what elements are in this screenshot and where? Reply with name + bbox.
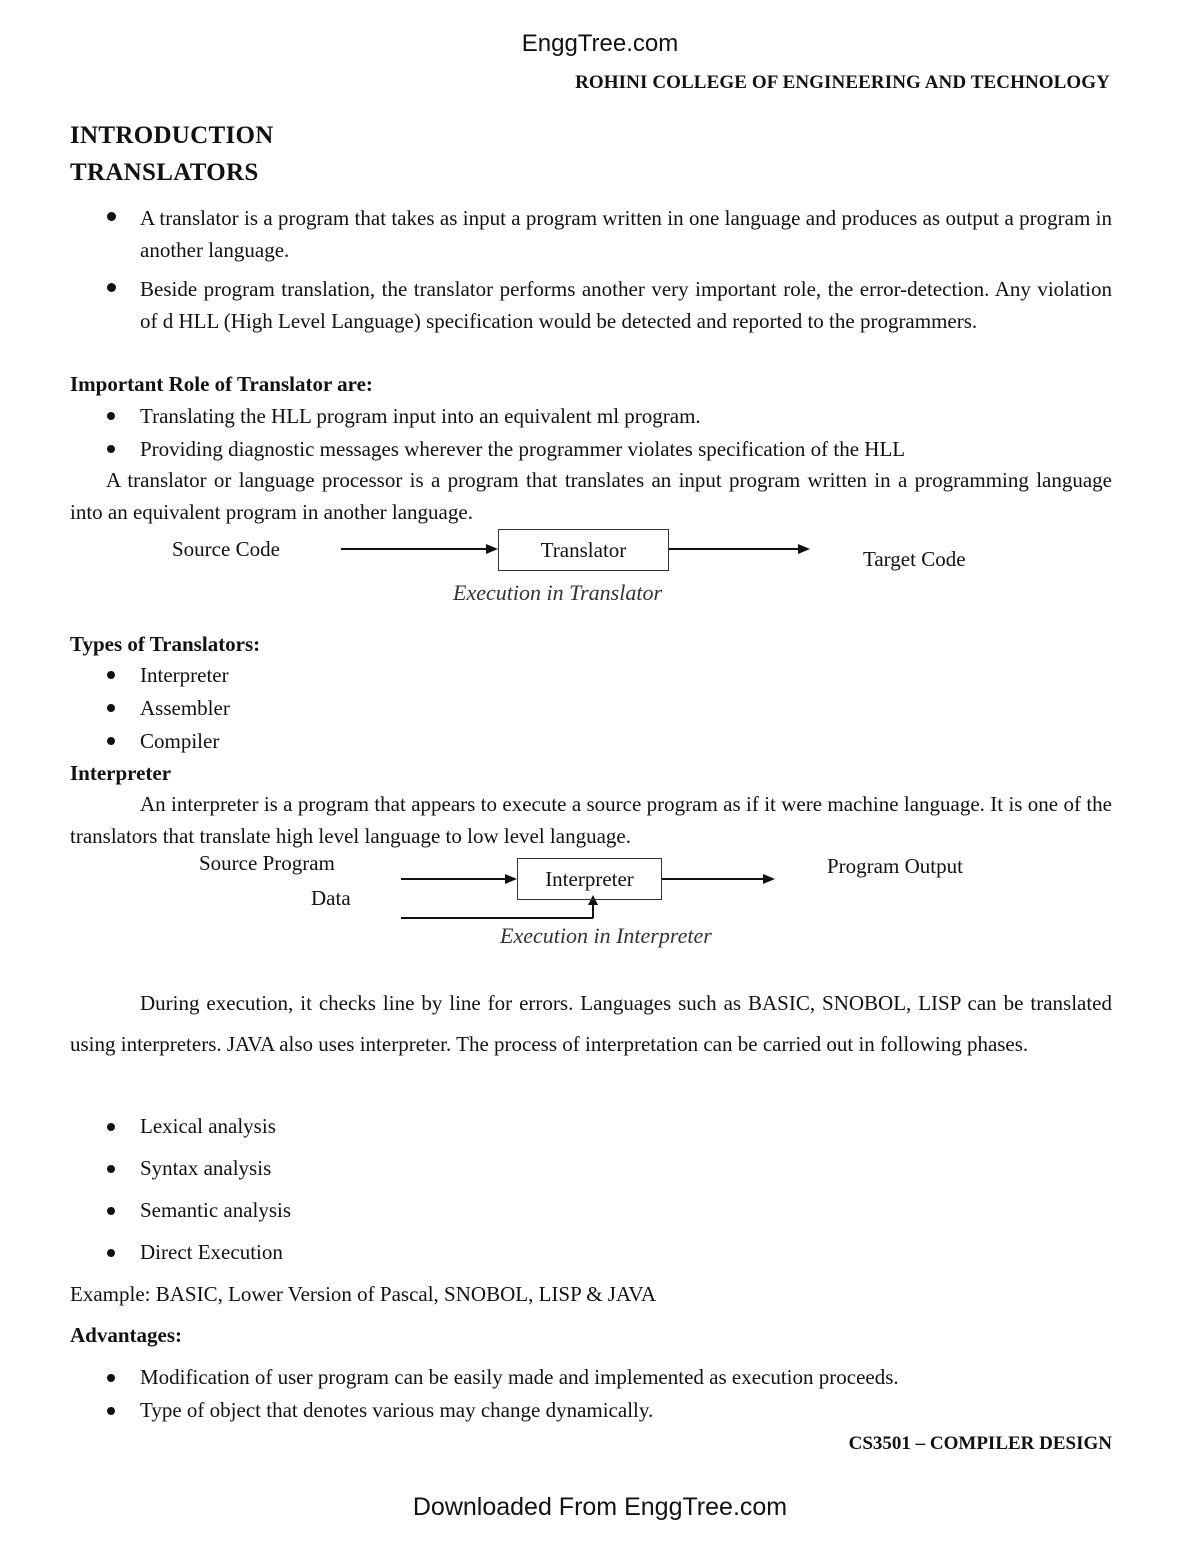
bullet-dot [107,1165,115,1173]
interpreter-box: Interpreter [517,858,662,900]
bullet-dot [107,671,115,679]
diagram-caption-translator: Execution in Translator [453,580,662,605]
interpreter-paragraph: An interpreter is a program that appears to execute a source program as if it were machine language. It is one of the translators that translate high level language to low level language. [70,792,1112,848]
heading-important-roles: Important Role of Translator are: [70,372,373,396]
bullet-dot [107,212,116,221]
list-item: Type of object that denotes various may change dynamically. [140,1398,654,1422]
diagram-source-code-label: Source Code [172,537,280,561]
course-code-footer: CS3501 – COMPILER DESIGN [848,1433,1112,1454]
heading-interpreter: Interpreter [70,761,172,785]
heading-introduction: INTRODUCTION [70,122,274,149]
list-item: Direct Execution [140,1240,283,1264]
bullet-dot [107,283,116,292]
arrow-head [798,544,810,554]
arrow-head [505,874,517,884]
list-item: Beside program translation, the translator performs another very important role, the error-detection. Any violation of d HLL (High Level Language) specification would be detected and reported to the programmers. [140,277,1112,333]
arrow-head [486,544,498,554]
bullet-dot [107,1123,115,1131]
list-item: Providing diagnostic messages wherever the programmer violates specification of the HLL [140,437,906,461]
heading-translators: TRANSLATORS [70,159,259,186]
list-item: Lexical analysis [140,1114,276,1138]
diagram-caption-interpreter: Execution in Interpreter [500,923,712,948]
list-item: Translating the HLL program input into an equivalent ml program. [140,404,701,428]
bullet-dot [107,412,115,420]
downloaded-from-footer: Downloaded From EnggTree.com [412,1493,788,1521]
list-item: Compiler [140,729,220,753]
list-item: A translator is a program that takes as input a program written in one language and produces as output a program in another language. [140,206,1112,262]
bullet-dot [107,737,115,745]
heading-types: Types of Translators: [70,632,261,656]
list-item: Assembler [140,696,230,720]
list-item: Interpreter [140,663,229,687]
arrow-head [763,874,775,884]
list-item: Modification of user program can be easily made and implemented as execution proceeds. [140,1365,899,1389]
bullet-dot [107,704,115,712]
college-name: ROHINI COLLEGE OF ENGINEERING AND TECHNOLOGY [575,72,1110,93]
bullet-dot [107,1374,115,1382]
bullet-dot [107,1249,115,1257]
list-item: Semantic analysis [140,1198,292,1222]
site-watermark-top: EnggTree.com [521,30,679,57]
bullet-dot [107,1407,115,1415]
list-item: Syntax analysis [140,1156,272,1180]
translator-paragraph: A translator or language processor is a program that translates an input program written in a programming language into an equivalent program in another language. [70,468,1112,524]
diagram-program-output-label: Program Output [827,854,963,878]
diagram-source-program-label: Source Program [199,851,335,875]
diagram-data-label: Data [311,886,351,910]
bullet-dot [107,1207,115,1215]
diagram-target-code-label: Target Code [863,547,966,571]
heading-advantages: Advantages: [70,1323,183,1347]
example-text: Example: BASIC, Lower Version of Pascal, SNOBOL, LISP & JAVA [70,1282,657,1306]
execution-paragraph: During execution, it checks line by line for errors. Languages such as BASIC, SNOBOL, LISP can be translated using interpreters. JAVA also uses interpreter. The process of interpretation can be carried out in following phases. [70,991,1112,1056]
translator-box: Translator [498,529,669,571]
bullet-dot [107,445,115,453]
